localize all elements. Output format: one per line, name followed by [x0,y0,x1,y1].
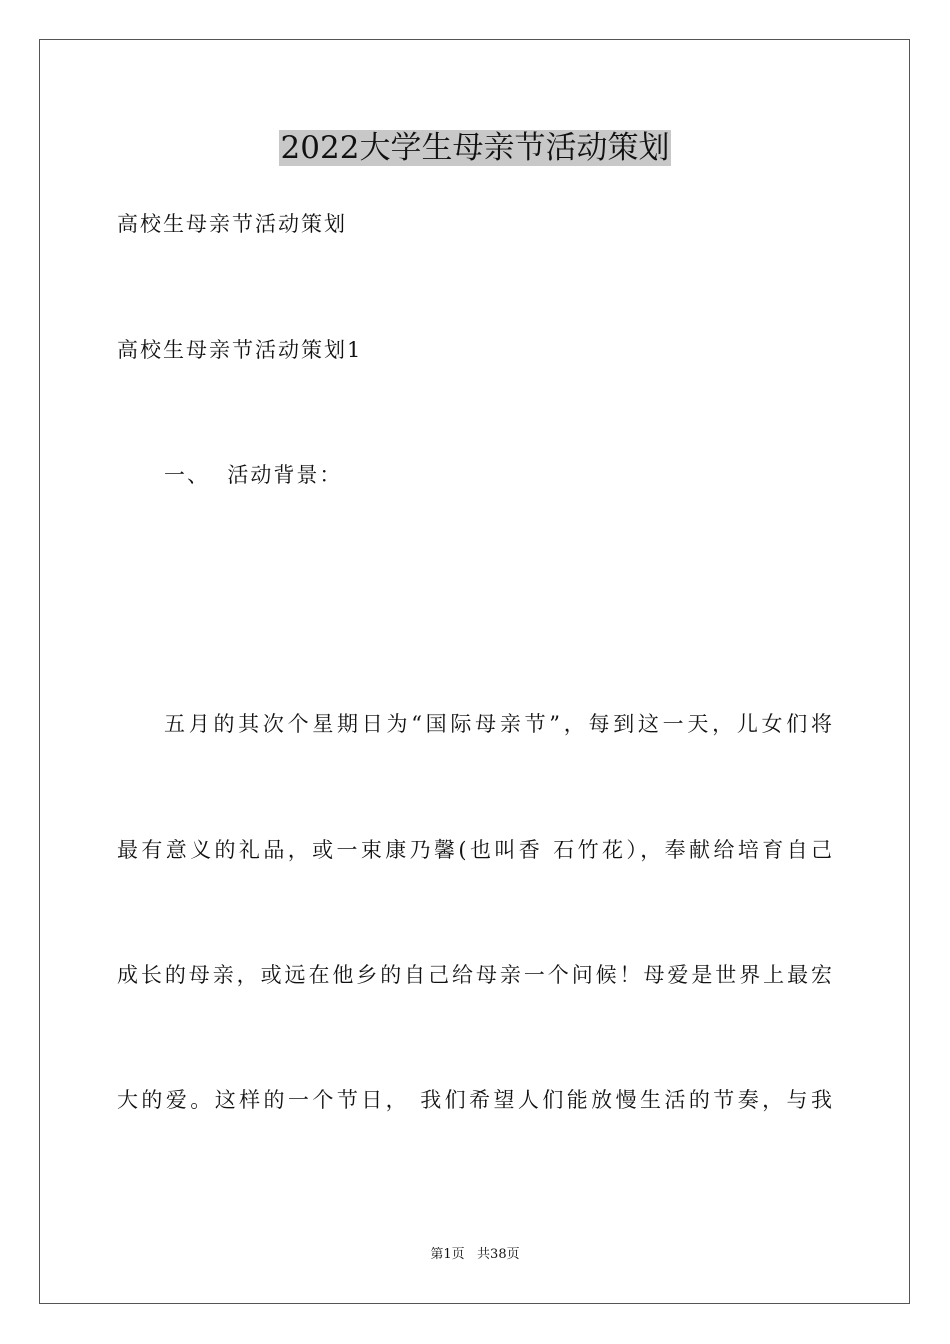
section-heading: 高校生母亲节活动策划1 [117,338,363,362]
paragraph-line-2: 最有意义的礼品，或一束康乃馨(也叫香 石竹花），奉献给培育自己 [117,838,833,862]
paragraph-line-3: 成长的母亲，或远在他乡的自己给母亲一个问候！母爱是世界上最宏 [117,963,833,987]
document-title [0,127,950,169]
item-heading: 一、 活动背景： [164,463,343,487]
paragraph-line-4: 大的爱。这样的一个节日， 我们希望人们能放慢生活的节奏，与我 [117,1088,833,1112]
document-subtitle: 高校生母亲节活动策划 [117,212,347,236]
page-footer: 第1页 共38页 [430,1247,520,1262]
paragraph-line-1: 五月的其次个星期日为“国际母亲节”，每到这一天，儿女们将 [164,712,833,736]
document-title-text: 2022大学生母亲节活动策划 [280,130,670,166]
